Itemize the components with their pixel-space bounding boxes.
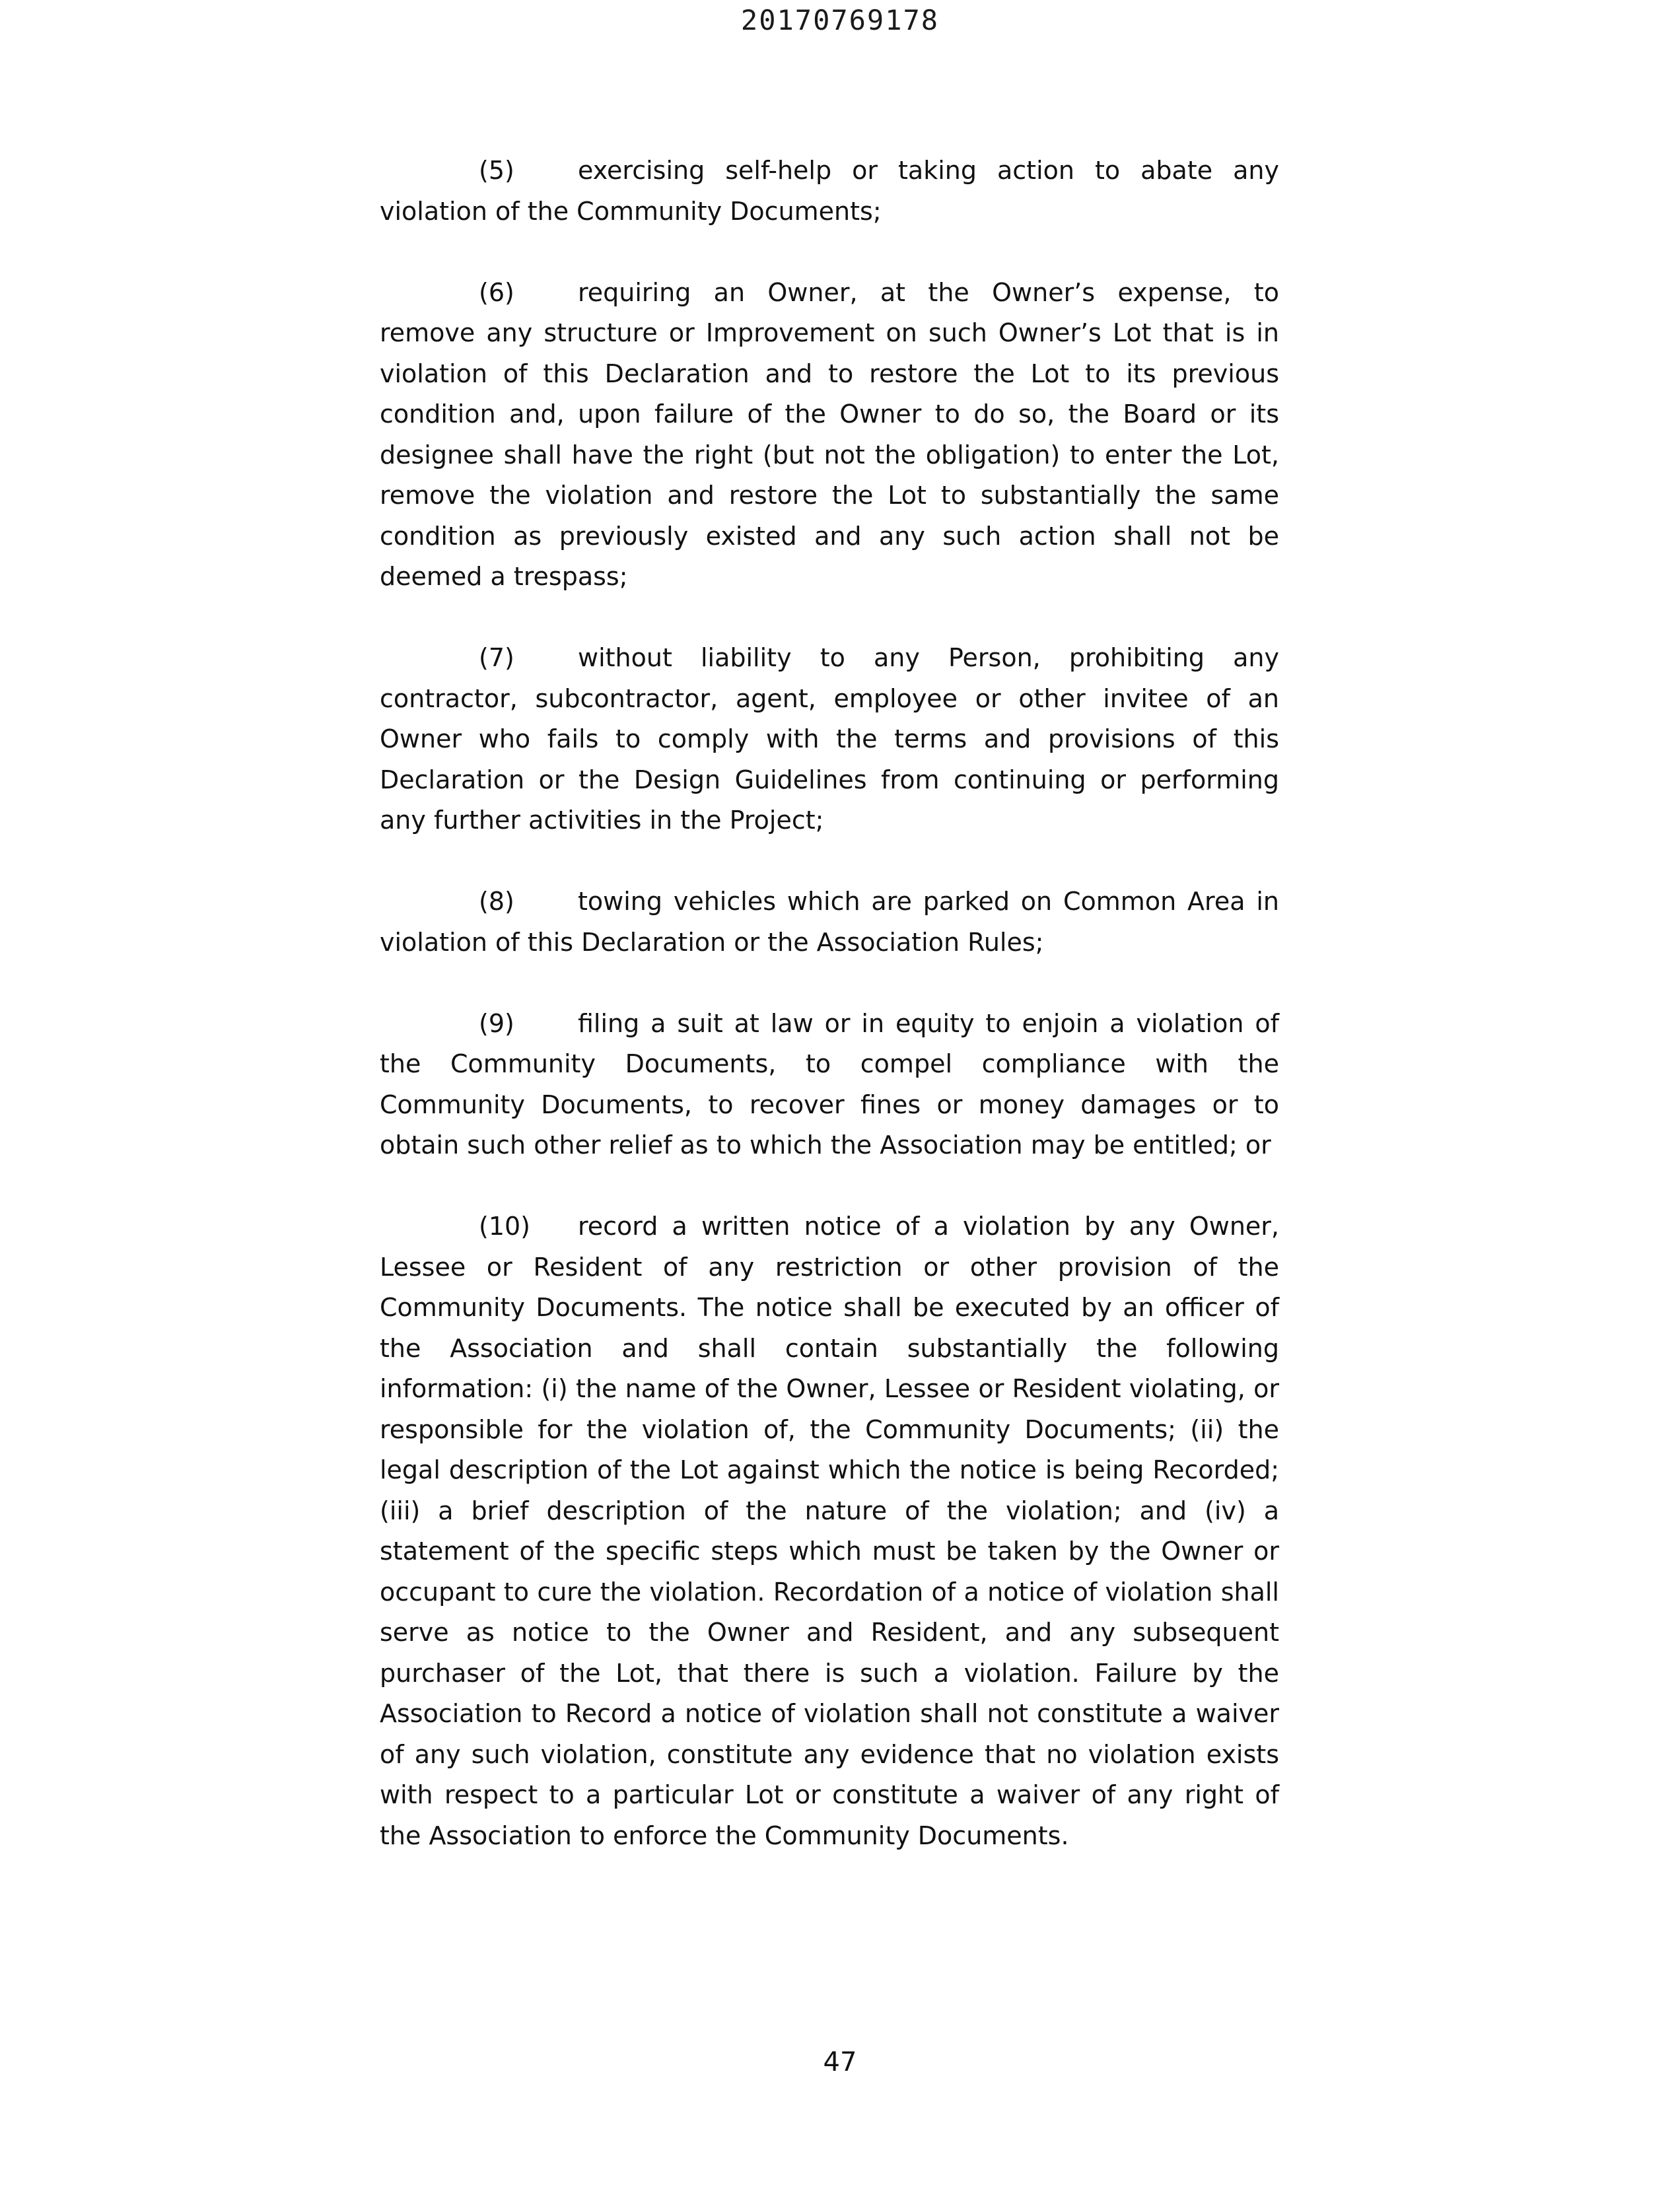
paragraph-number: (9) <box>479 1008 514 1038</box>
paragraph-number: (7) <box>479 643 514 672</box>
paragraph-number: (6) <box>479 277 514 307</box>
paragraph-5 <box>380 151 1279 232</box>
document-body <box>380 151 1279 1897</box>
paragraph-text: exercising self-help or taking action to abate any violation of the Community Documents; <box>380 156 1279 226</box>
paragraph-text: record a written notice of a violation by any Owner, Lessee or Resident of any restriction or other provision of the Community Documents. The notice shall be executed by an officer of the Association and shall contain substantially the following information: (i) the name of the Owner, Lessee or Resident violating, or responsible for the violation of, the Community Documents; (ii) the legal description of the Lot against which the notice is being Recorded; (iii) a brief description of the nature of the violation; and (iv) a statement of the specific steps which must be taken by the Owner or occupant to cure the violation. Recordation of a notice of violation shall serve as notice to the Owner and Resident, and any subsequent purchaser of the Lot, that there is such a violation. Failure by the Association to Record a notice of violation shall not constitute a waiver of any such violation, constitute any evidence that no violation exists with respect to a particular Lot or constitute a waiver of any right of the Association to enforce the Community Documents. <box>380 1212 1279 1850</box>
paragraph-number: (10) <box>479 1212 531 1241</box>
paragraph-6 <box>380 273 1279 598</box>
paragraph-7 <box>380 638 1279 841</box>
paragraph-9 <box>380 1004 1279 1166</box>
paragraph-text: filing a suit at law or in equity to enjoin a violation of the Community Documents, to compel compliance with the Community Documents, to recover fines or money damages or to obtain such other relief as to which the Association may be entitled; or <box>380 1008 1279 1160</box>
document-number: 20170769178 <box>740 4 940 36</box>
paragraph-text: without liability to any Person, prohibiting any contractor, subcontractor, agent, employee or other invitee of an Owner who fails to comply with the terms and provisions of this Declaration or the Design Guidelines from continuing or performing any further activities in the Project; <box>380 643 1279 835</box>
paragraph-8 <box>380 882 1279 963</box>
paragraph-number: (5) <box>479 156 514 185</box>
paragraph-number: (8) <box>479 887 514 916</box>
page-number: 47 <box>823 2047 857 2077</box>
paragraph-10 <box>380 1206 1279 1856</box>
paragraph-text: requiring an Owner, at the Owner’s expense, to remove any structure or Improvement on such Owner’s Lot that is in violation of this Declaration and to restore the Lot to its previous condition and, upon failure of the Owner to do so, the Board or its designee shall have the right (but not the obligation) to enter the Lot, remove the violation and restore the Lot to substantially the same condition as previously existed and any such action shall not be deemed a trespass; <box>380 277 1279 591</box>
paragraph-text: towing vehicles which are parked on Common Area in violation of this Declaration or the Association Rules; <box>380 887 1279 957</box>
